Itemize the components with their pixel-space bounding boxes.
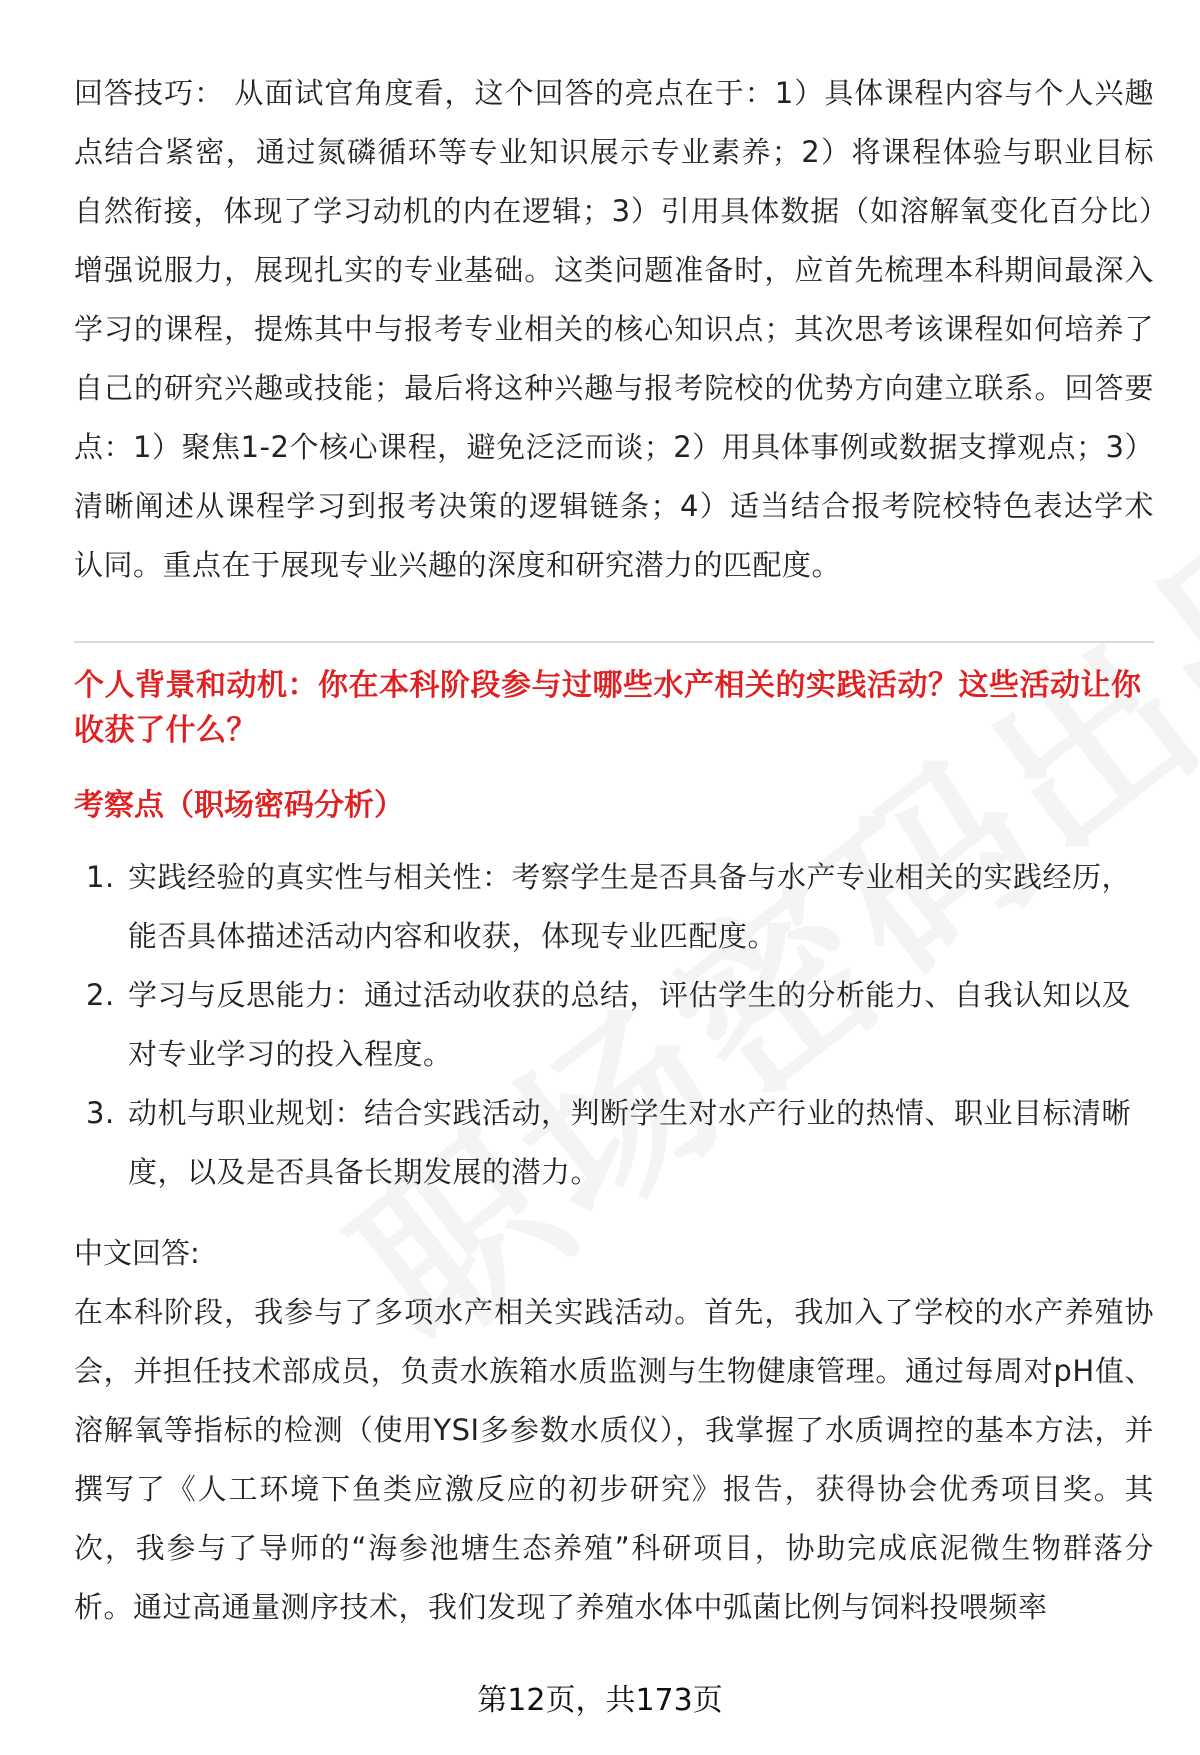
list-item-text: 实践经验的真实性与相关性：考察学生是否具备与水产专业相关的实践经历，能否具体描述活动内容和收获，体现专业匹配度。: [128, 860, 1132, 953]
answer-label: 中文回答:: [74, 1236, 200, 1270]
document-page: [74, 64, 1154, 1637]
section-divider: [74, 641, 1154, 643]
list-item-number: 1.: [86, 860, 115, 894]
list-item: [74, 966, 1154, 1084]
list-item-text: 学习与反思能力：通过活动收获的总结，评估学生的分析能力、自我认知以及对专业学习的投入程度。: [128, 978, 1132, 1071]
list-item: [74, 1084, 1154, 1202]
page-number: 第12页，共173页: [477, 1683, 723, 1718]
list-item: [74, 848, 1154, 966]
list-item-number: 2.: [86, 978, 115, 1012]
list-item-number: 3.: [86, 1096, 115, 1130]
assessment-heading: 考察点（职场密码分析）: [74, 788, 404, 823]
assessment-points-list: [74, 848, 1154, 1202]
list-item-text: 动机与职业规划：结合实践活动，判断学生对水产行业的热情、职业目标清晰度，以及是否具备长期发展的潜力。: [128, 1096, 1132, 1189]
question-title: 个人背景和动机：你在本科阶段参与过哪些水产相关的实践活动？这些活动让你收获了什么？: [74, 668, 1142, 748]
answer-tips-paragraph: 回答技巧： 从面试官角度看，这个回答的亮点在于：1）具体课程内容与个人兴趣点结合紧密，通过氮磷循环等专业知识展示专业素养；2）将课程体验与职业目标自然衔接，体现了学习动机的内在逻辑；3）引用具体数据（如溶解氧变化百分比）增强说服力，展现扎实的专业基础。这类问题准备时，应首先梳理本科期间最深入学习的课程，提炼其中与报考专业相关的核心知识点；其次思考该课程如何培养了自己的研究兴趣或技能；最后将这种兴趣与报考院校的优势方向建立联系。回答要点：1）聚焦1-2个核心课程，避免泛泛而谈；2）用具体事例或数据支撑观点；3）清晰阐述从课程学习到报考决策的逻辑链条；4）适当结合报考院校特色表达学术认同。重点在于展现专业兴趣的深度和研究潜力的匹配度。: [74, 76, 1154, 582]
answer-paragraph: 在本科阶段，我参与了多项水产相关实践活动。首先，我加入了学校的水产养殖协会，并担任技术部成员，负责水族箱水质监测与生物健康管理。通过每周对pH值、溶解氧等指标的检测（使用YSI多参数水质仪），我掌握了水质调控的基本方法，并撰写了《人工环境下鱼类应激反应的初步研究》报告，获得协会优秀项目奖。其次，我参与了导师的“海参池塘生态养殖”科研项目，协助完成底泥微生物群落分析。通过高通量测序技术，我们发现了养殖水体中弧菌比例与饲料投喂频率: [74, 1295, 1154, 1624]
